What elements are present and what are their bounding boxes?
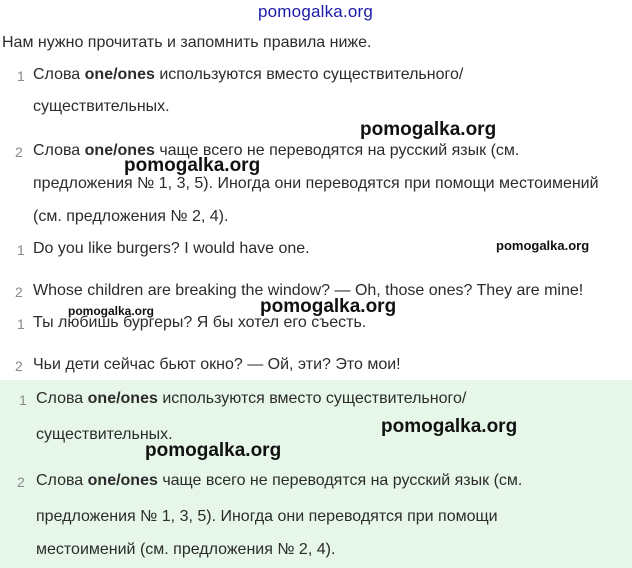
answer-2-line-3: местоимений (см. предложения № 2, 4). [36, 541, 336, 558]
example-ru-1: Ты любишь бургеры? Я бы хотел его съесть. [33, 314, 367, 331]
rule-2-number: 2 [15, 144, 23, 160]
watermark-overlay: pomogalka.org [124, 155, 261, 176]
watermark-overlay: pomogalka.org [496, 238, 590, 253]
answer-1-number: 1 [19, 392, 27, 408]
watermark-overlay: pomogalka.org [260, 296, 397, 317]
answer-2-number: 2 [17, 474, 25, 490]
example-ru-2-number: 2 [15, 358, 23, 374]
watermark-top: pomogalka.org [258, 2, 374, 21]
rule-1-line-2: существительных. [33, 98, 170, 115]
example-ru-1-number: 1 [17, 316, 25, 332]
example-en-1-number: 1 [17, 242, 25, 258]
example-en-1: Do you like burgers? I would have one. [33, 240, 310, 257]
answer-1-line-1: Слова one/ones используются вместо существительного/ [36, 390, 467, 407]
answer-2-line-2: предложения № 1, 3, 5). Иногда они переводятся при помощи [36, 508, 498, 525]
rule-1-number: 1 [17, 68, 25, 84]
rule-2-line-2: предложения № 1, 3, 5). Иногда они переводятся при помощи местоимений [33, 175, 599, 192]
answer-2-line-1: Слова one/ones чаще всего не переводятся на русский язык (см. [36, 472, 523, 489]
rule-1-line-1: Слова one/ones используются вместо существительного/ [33, 66, 464, 83]
example-en-2-number: 2 [15, 284, 23, 300]
rule-2-line-3: (см. предложения № 2, 4). [33, 208, 229, 225]
rule-2-line-1: Слова one/ones чаще всего не переводятся на русский язык (см. [33, 142, 520, 159]
watermark-overlay: pomogalka.org [145, 440, 282, 461]
example-en-2: Whose children are breaking the window? — Oh, those ones? They are mine! [33, 282, 584, 299]
watermark-overlay: pomogalka.org [360, 119, 497, 140]
watermark-overlay: pomogalka.org [381, 416, 518, 437]
example-ru-2: Чьи дети сейчас бьют окно? — Ой, эти? Это мои! [33, 356, 401, 373]
watermark-overlay: pomogalka.org [68, 304, 155, 318]
intro-text: Нам нужно прочитать и запомнить правила ниже. [2, 34, 372, 51]
answer-1-line-2: существительных. [36, 426, 173, 443]
